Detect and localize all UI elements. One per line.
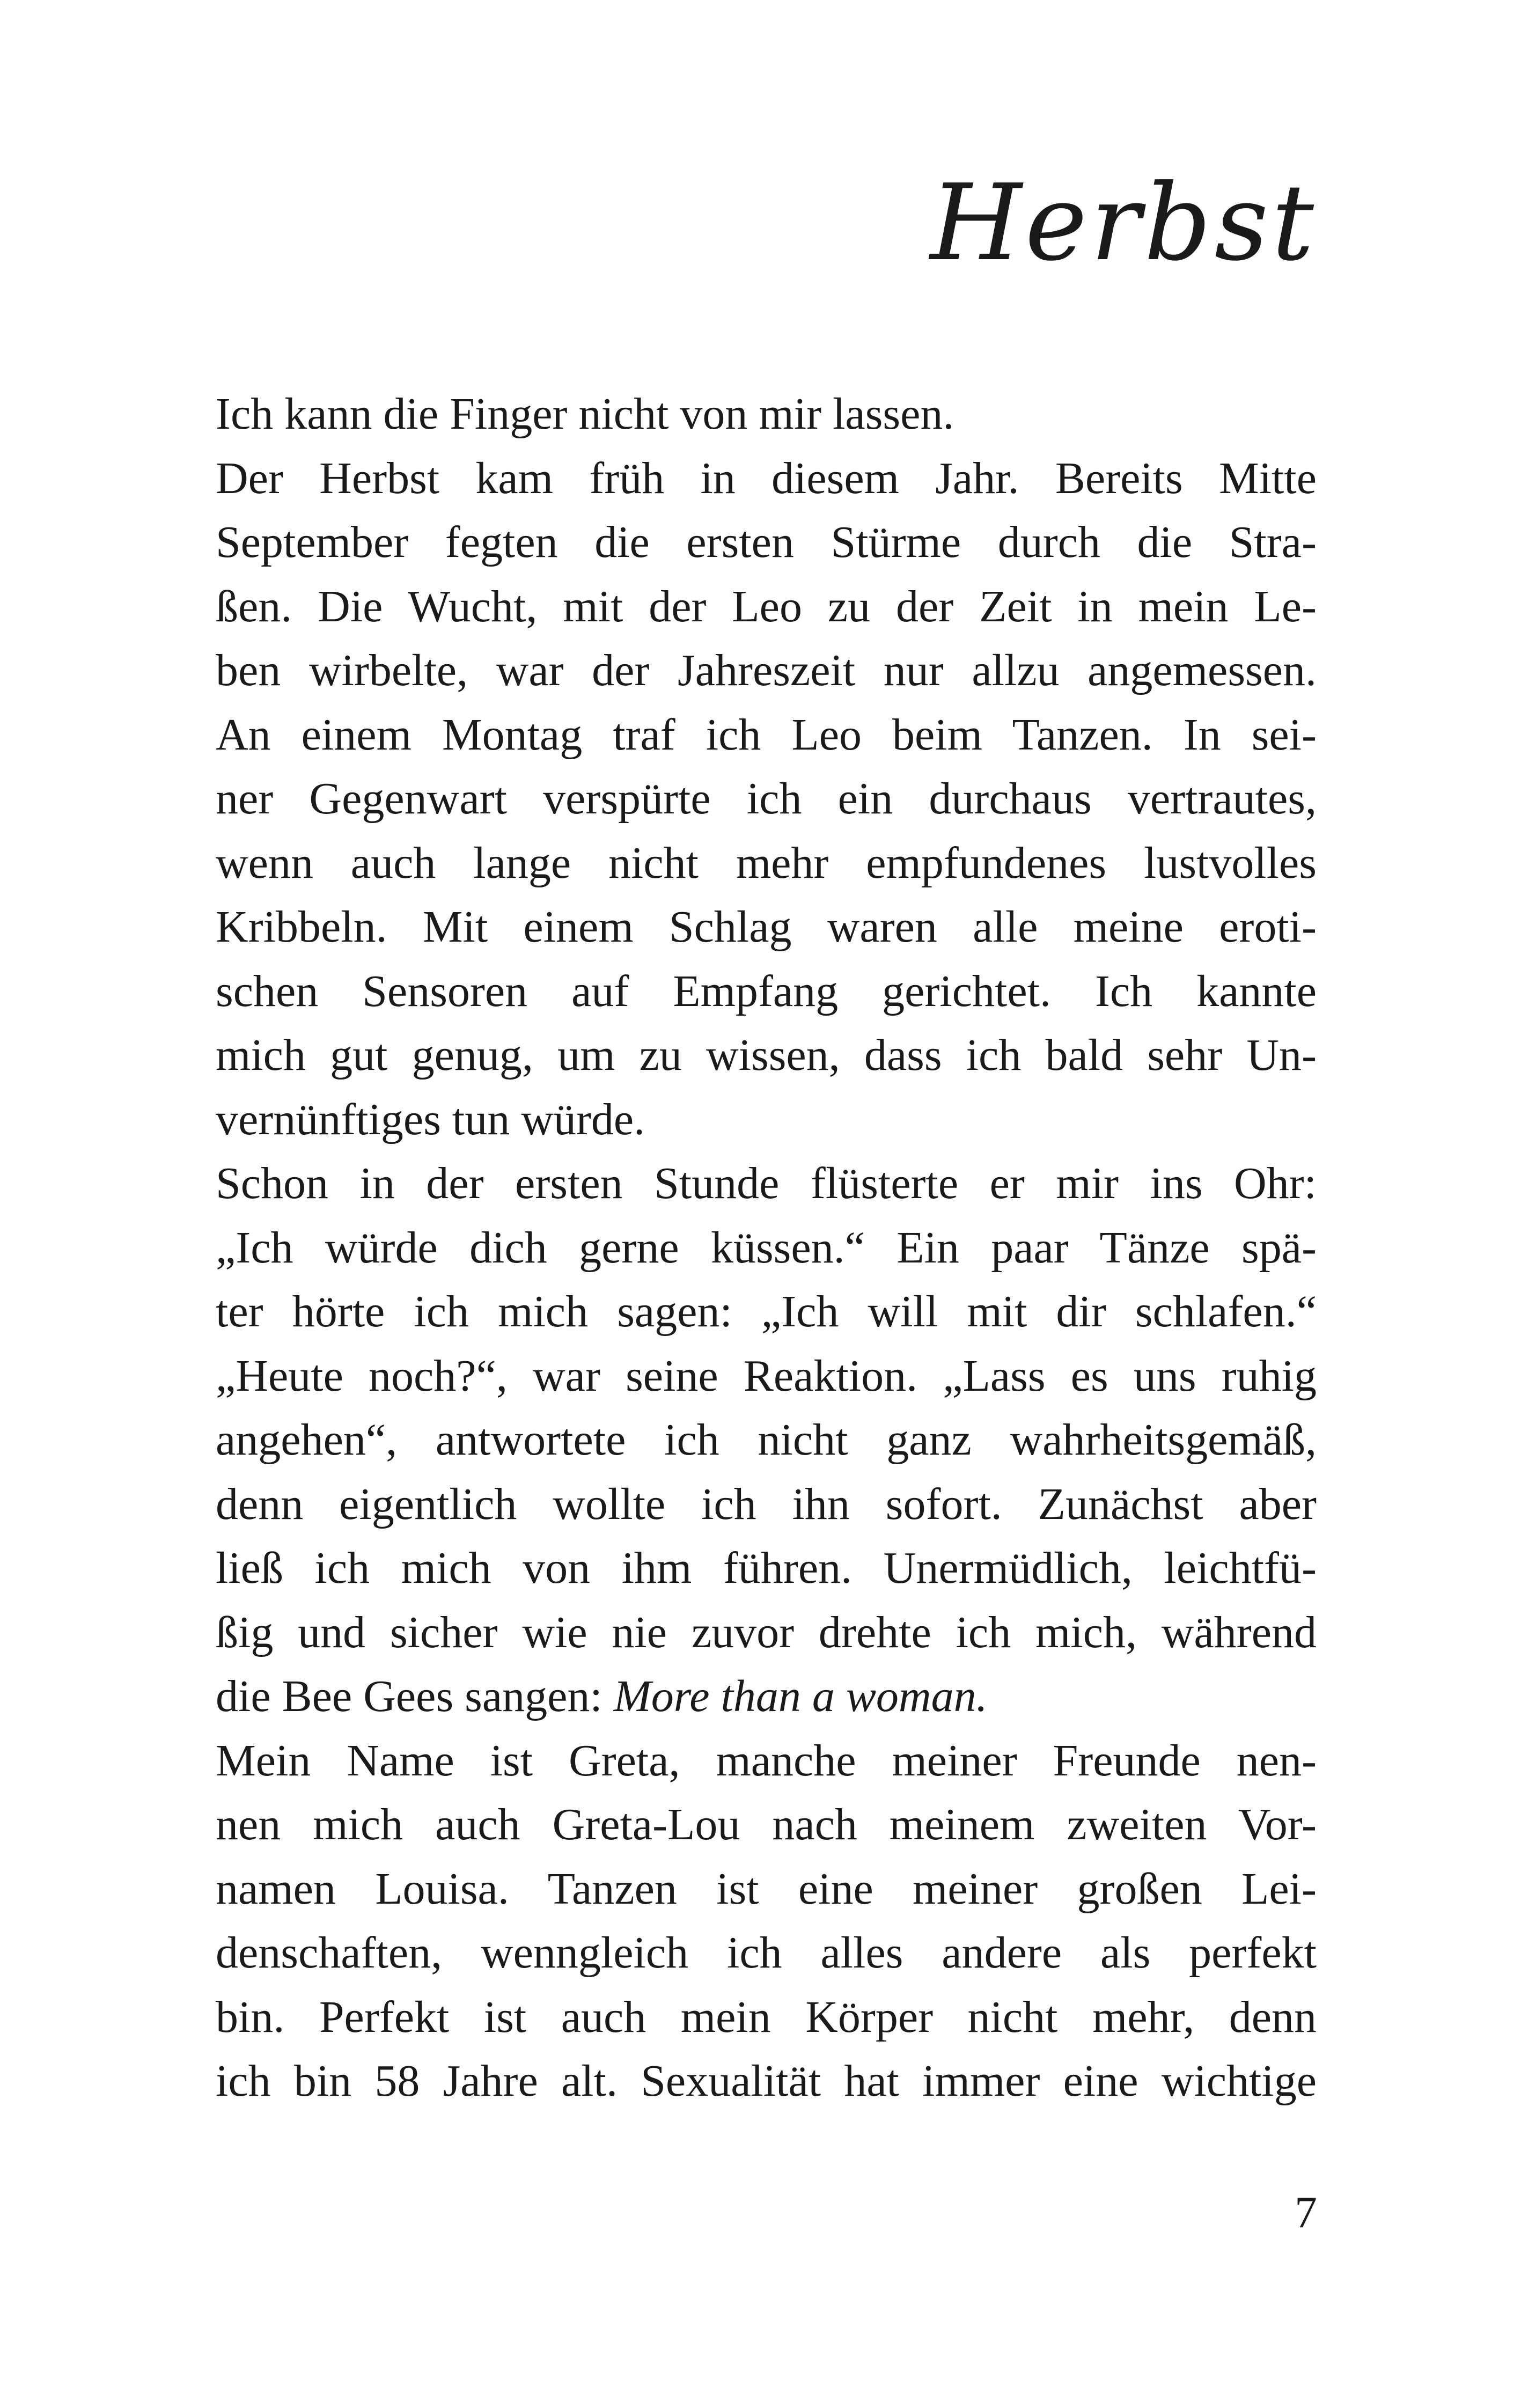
text-line-content: Ich kann die Finger nicht von mir lassen. [216, 389, 954, 439]
text-line-content: denn eigentlich wollte ich ihn sofort. Zunächst aber [216, 1479, 1317, 1529]
text-line [216, 1857, 1317, 1921]
text-line-content: ßen. Die Wucht, mit der Leo zu der Zeit in mein Le- [216, 581, 1317, 632]
italic-song-title: More than a woman. [613, 1671, 988, 1721]
text-line-content: nen mich auch Greta-Lou nach meinem zweiten Vor- [216, 1800, 1317, 1849]
text-line-content: September fegten die ersten Stürme durch die Stra- [216, 517, 1317, 567]
text-line-content: die Bee Gees sangen: [216, 1671, 614, 1721]
text-line [216, 1280, 1317, 1344]
text-line [216, 1088, 1317, 1152]
text-line [216, 895, 1317, 959]
text-line-content: namen Louisa. Tanzen ist eine meiner großen Lei- [216, 1863, 1317, 1914]
text-line-content: An einem Montag traf ich Leo beim Tanzen. In sei- [216, 709, 1317, 760]
text-line [216, 1536, 1317, 1601]
text-line [216, 510, 1317, 575]
text-line-content: vernünftiges tun würde. [216, 1094, 645, 1144]
text-line [216, 1472, 1317, 1537]
text-line-content: ßig und sicher wie nie zuvor drehte ich mich, während [216, 1607, 1317, 1657]
text-line [216, 1729, 1317, 1793]
text-line [216, 1985, 1317, 2050]
text-line [216, 575, 1317, 639]
text-line [216, 446, 1317, 511]
text-line-content: Kribbeln. Mit einem Schlag waren alle meine eroti- [216, 902, 1317, 952]
text-line-content: „Ich würde dich gerne küssen.“ Ein paar Tänze spä- [216, 1222, 1317, 1273]
text-line-content: wenn auch lange nicht mehr empfundenes lustvolles [216, 838, 1317, 888]
text-line [216, 1601, 1317, 1665]
text-line [216, 1793, 1317, 1857]
text-line [216, 1151, 1317, 1216]
chapter-title: Herbst [930, 162, 1317, 284]
text-line [216, 1921, 1317, 1985]
text-line [216, 1216, 1317, 1280]
text-line-content: denschaften, wenngleich ich alles andere als perfekt [216, 1928, 1317, 1978]
text-line [216, 1664, 1317, 1729]
text-line-content: Mein Name ist Greta, manche meiner Freunde nen- [216, 1735, 1317, 1786]
text-line [216, 638, 1317, 703]
text-line-content: angehen“, antwortete ich nicht ganz wahrheitsgemäß, [216, 1415, 1317, 1465]
text-line-content: ließ ich mich von ihm führen. Unermüdlich, leichtfü- [216, 1543, 1317, 1593]
text-line-content: Der Herbst kam früh in diesem Jahr. Bereits Mitte [216, 453, 1317, 503]
text-line [216, 767, 1317, 831]
text-line-content: mich gut genug, um zu wissen, dass ich bald sehr Un- [216, 1030, 1317, 1080]
text-line-content: „Heute noch?“, war seine Reaktion. „Lass es uns ruhig [216, 1350, 1317, 1401]
text-line [216, 959, 1317, 1024]
text-line-content: Schon in der ersten Stunde flüsterte er mir ins Ohr: [216, 1158, 1317, 1208]
text-line-content: ben wirbelte, war der Jahreszeit nur allzu angemessen. [216, 645, 1317, 695]
text-line [216, 1344, 1317, 1408]
text-line [216, 703, 1317, 767]
text-line [216, 831, 1317, 895]
text-line [216, 1408, 1317, 1472]
text-line-content: ner Gegenwart verspürte ich ein durchaus vertrautes, [216, 774, 1317, 824]
text-line-content: bin. Perfekt ist auch mein Körper nicht mehr, denn [216, 1992, 1317, 2042]
text-line-content: ter hörte ich mich sagen: „Ich will mit dir schlafen.“ [216, 1287, 1317, 1337]
page-number: 7 [1295, 2187, 1317, 2237]
text-line [216, 382, 1317, 446]
text-line-content: ich bin 58 Jahre alt. Sexualität hat immer eine wichtige [216, 2056, 1317, 2106]
body-text [216, 382, 1317, 2113]
text-line-content: schen Sensoren auf Empfang gerichtet. Ich kannte [216, 966, 1317, 1016]
text-line [216, 2049, 1317, 2113]
text-line [216, 1023, 1317, 1088]
